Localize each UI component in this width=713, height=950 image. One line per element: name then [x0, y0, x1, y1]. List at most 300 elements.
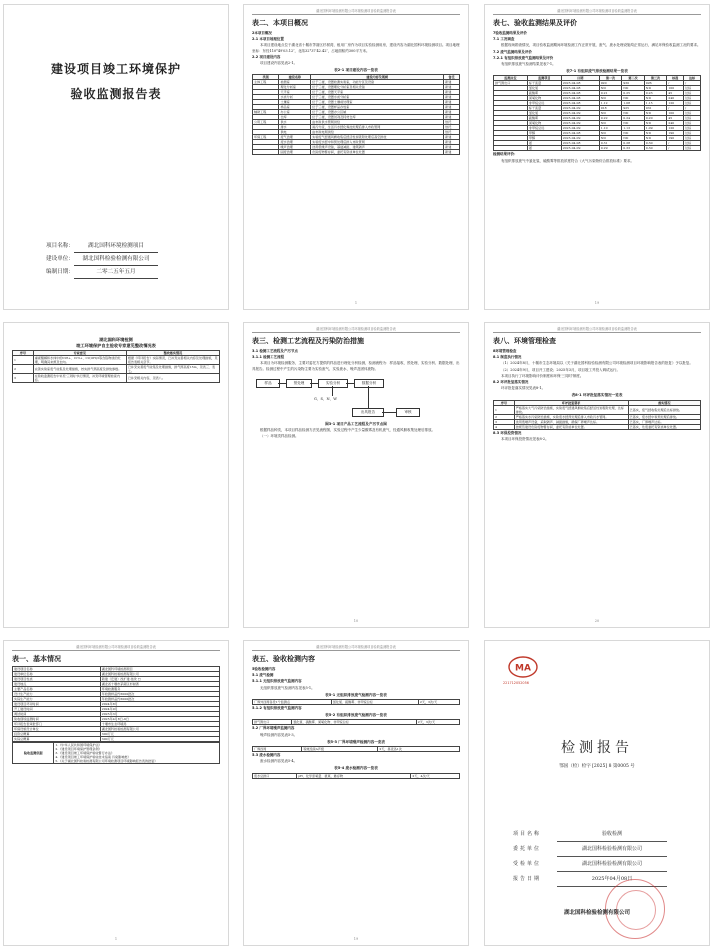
table-cell: 废气治理: [279, 135, 311, 140]
table-cell: 931: [644, 106, 667, 111]
paragraph: 本项目环保投资情况见表8-2。: [501, 436, 549, 441]
table-cell: 依托: [444, 125, 460, 130]
table-cell: 2025.04.08: [561, 86, 599, 91]
table-cell: 2025.04.09: [561, 116, 599, 121]
project-label: 项目名称：: [46, 243, 74, 249]
paragraph: 本项目执行了环境影响评价制度和环保'三同时'制度。: [501, 373, 584, 378]
table-cell: 2024年8月: [100, 702, 219, 707]
table-cell: 位于三楼，设置天平室: [311, 90, 444, 95]
table-cell: 2天，3次/天: [418, 700, 459, 705]
table-row: [253, 773, 460, 778]
paragraph: 项目建设内容见表2-1。: [260, 61, 298, 66]
col-header: 第二次: [622, 76, 645, 81]
page-number: 1: [114, 937, 118, 941]
table-cell: 严格落实水污染防治措施，实验废水经预处理后排入市政污水管网。: [514, 414, 628, 419]
heading: 5.3 废水检测内容: [252, 753, 281, 758]
table-cell: ND: [599, 86, 622, 91]
table-cell: 标干流量: [527, 81, 561, 86]
table-cell: 新建: [444, 105, 460, 110]
page-header: 湖北国科环境检测有限公司环境检测项目验收监测报告表: [12, 644, 220, 651]
table-cell: 0.23: [644, 91, 667, 96]
heading: 2.2 项目建设内容: [252, 54, 281, 59]
basis-item: 4.《建设项目竣工环境保护验收技术指南 污染影响类》: [55, 754, 131, 759]
flow-report: 出具报告: [352, 408, 384, 417]
cma-logo-icon: [507, 655, 539, 679]
table-cell: 天平室: [279, 90, 311, 95]
table-cell: 理化分析室: [279, 85, 311, 90]
col-header: 标准: [667, 76, 684, 81]
table-cell: 公用工程: [253, 120, 279, 125]
col-header: 专家意见: [33, 351, 126, 356]
table-cell: 0.22: [599, 116, 622, 121]
table-cell: 氨: [527, 141, 561, 146]
table-cell: 危险废物暂存间，委托有资质单位处置: [311, 150, 444, 155]
process-flow-diagram: [252, 375, 460, 419]
table-cell: 达标: [684, 131, 701, 136]
info-label: 委托单位: [513, 846, 542, 852]
builder-label: 建设单位：: [46, 256, 74, 262]
info-value: 湖北国科检验检测有限公司: [557, 842, 667, 857]
table-cell: 供电: [279, 130, 311, 135]
table-cell: 依托: [444, 120, 460, 125]
table-cell: 由市政供水管网供给: [311, 120, 444, 125]
table-cell: 240: [667, 121, 684, 126]
cma-text: MA: [515, 663, 531, 674]
flow-data: 数据分析: [354, 379, 384, 388]
table-cell: 新建: [444, 90, 460, 95]
cover-title-line2: 验收监测报告表: [70, 87, 162, 101]
heading: 8.3 环保投资情况: [493, 430, 522, 435]
info-label: 报告日期: [513, 876, 542, 882]
date-value: 二零二五年五月: [74, 266, 158, 279]
section-title: 表二、本项目概况: [252, 19, 308, 27]
table-cell: 新建: [444, 95, 460, 100]
table-cell: 建设单位名称: [13, 672, 101, 677]
flow-review: 审核: [396, 408, 420, 417]
table-row: [13, 374, 220, 383]
section-title: 表七、验收监测结果及评价: [493, 19, 577, 27]
cover-meta: [46, 240, 158, 279]
table-cell: 2025.04.08: [561, 91, 599, 96]
paragraph: 有组织排放废气中氯化氢、硫酸雾等排放浓度符合《大气污染物综合排放标准》要求。: [501, 158, 634, 163]
table-cell: 设计生产能力: [13, 692, 101, 697]
paragraph: （2）2024年9月，项目开工建设；2025年3月，项目竣工并投入调试运行。: [501, 367, 620, 372]
report-info: [513, 827, 667, 887]
table-cell: 硫酸雾: [527, 91, 561, 96]
table-row: [494, 424, 701, 429]
table-cell: 排气筒出口: [253, 720, 292, 725]
page-body: [252, 30, 460, 299]
table-cell: 新建: [444, 140, 460, 145]
table-cell: 主要产品名称: [13, 687, 101, 692]
table-cell: 湖北国科检验检测有限公司: [100, 672, 219, 677]
table-cell: 1.15: [644, 101, 667, 106]
table-cell: ND: [622, 111, 645, 116]
table-cell: 已补充完善废气收集及处理措施，排气筒高度15m，见表三、表七。: [126, 365, 219, 374]
table-cell: 2025.04.09: [561, 146, 599, 151]
report-title: 检测报告: [561, 740, 633, 756]
table-cell: 位于三楼，设置土壤前处理室: [311, 100, 444, 105]
table-cell: 非甲烷总烃: [527, 101, 561, 106]
col-header: 类别: [253, 75, 279, 80]
table-cell: ND: [599, 111, 622, 116]
table-cell: 非甲烷总烃: [527, 126, 561, 131]
table-cell: 十堰市生态环境局: [100, 722, 219, 727]
table-caption: 表5-1 无组织排放废气检测内容一览表: [325, 692, 387, 697]
table-cell: 3: [494, 419, 515, 424]
heading: 5.2 厂界环境噪声监测内容: [252, 726, 295, 731]
table-cell: 供水: [279, 120, 311, 125]
table-cell: ND: [644, 111, 667, 116]
table-row: [253, 150, 460, 155]
table-cell: 达标: [684, 116, 701, 121]
table-subtitle: 竣工环境保护自主验收专家意见整改情况表: [76, 342, 156, 348]
heading: 3.1.1 检测工艺流程: [252, 355, 285, 360]
table-row: [494, 414, 701, 419]
page-header: 湖北国科环境检测有限公司环境检测项目验收监测报告表: [493, 326, 701, 333]
table-cell: 达标: [684, 126, 701, 131]
builder-value: 湖北国科检验检测有限公司: [74, 253, 158, 266]
table-cell: 重视醌解和水体中的Cr6+、Cr3+、Cr(OH)3等含铬物质的处理，明确其来源及去向。: [33, 356, 126, 365]
table-cell: 1.10: [599, 126, 622, 131]
table-cell: 0.25: [622, 91, 645, 96]
table-row: [253, 747, 460, 752]
cover-title-line1: 建设项目竣工环境保护: [50, 62, 181, 76]
col-header: 日期: [561, 76, 599, 81]
table-cell: ND: [622, 96, 645, 101]
col-header: 序号: [494, 400, 515, 405]
table-cell: 918: [599, 106, 622, 111]
report-footer: 湖北国科检验检测有限公司: [563, 910, 630, 916]
table-cell: 45: [667, 116, 684, 121]
paragraph: 根据样品种类，本项目样品检测方法见流程图，实验过程中产生少量酸雾及有机废气，经通风橱收集处理后排放。: [260, 428, 435, 433]
table-cell: 投资总概算: [13, 732, 101, 737]
page-number: 10: [353, 619, 359, 623]
table-cell: 45: [667, 91, 684, 96]
table-cell: 2025年3月: [100, 712, 219, 717]
table-cell: [494, 146, 528, 151]
table-cell: 噪声治理: [279, 145, 311, 150]
table-cell: 厂界外四周各设1个监测点: [253, 700, 332, 705]
table-cell: 环保工程: [253, 135, 279, 140]
page-table3: [243, 322, 469, 628]
table-caption: 表8-1 环评批复落实情况一览表: [571, 393, 623, 398]
table-cell: 湖北国科环境检测项目: [100, 667, 219, 672]
page-expert-opinion: [3, 322, 229, 628]
basis-label: 验收监测依据: [13, 742, 54, 763]
col-header: 序号: [13, 351, 34, 356]
basis-item: 1.《中华人民共和国环境保护法》: [55, 742, 102, 747]
table-cell: ND: [644, 86, 667, 91]
table-cell: 新建（迁建）改扩建 技改 □: [100, 677, 219, 682]
paragraph: 本项目建设地点位于湖北省十堰市茅箭区杉树湾，租用厂房作为项目实验检测用房，建设内容为湖北国科环境检测项目。项目地理坐标：东经110°49′03.12″，北纬32°37′42.42″，占地面积约300平方米。: [252, 43, 460, 53]
table-cell: 排水: [279, 125, 311, 130]
table-cell: 120: [667, 101, 684, 106]
table-cell: 190: [667, 136, 684, 141]
page-table8: [484, 322, 710, 628]
table-cell: /: [667, 81, 684, 86]
basis-item: 5.《关于湖北国科检验检测有限公司环境检测项目环境影响报告表的批复》: [55, 758, 158, 763]
paragraph: 噪声检测内容见表5-3。: [260, 732, 298, 737]
table-cell: 位于三楼，设置理化分析室及相关设备: [311, 85, 444, 90]
table-cell: 3: [13, 374, 34, 383]
basis-list: [54, 742, 220, 763]
paragraph: 无组织排放废气检测内容见表5-1。: [260, 685, 315, 690]
table-caption: 表7-1 有组织废气排放检测结果一览表: [566, 69, 628, 74]
table-cell: 100: [667, 86, 684, 91]
table-cell: pH、化学需氧量、氨氮、悬浮物: [297, 773, 411, 778]
table-cell: 已落实，废气经收集处理后达标排放。: [628, 405, 700, 414]
table-cell: 氯化氢: [527, 111, 561, 116]
heading: 7.2 废气监测结果及评价: [493, 49, 532, 54]
table-cell: /: [667, 146, 684, 151]
table-cell: 土壤室: [279, 100, 311, 105]
table-cell: 0.24: [622, 116, 645, 121]
heading: 2.1 本项目地理位置: [252, 37, 284, 42]
flow-pollutants: G、S、N、W: [314, 396, 337, 401]
section-title: 表八、环境管理检查: [493, 337, 556, 345]
page-cover: [3, 4, 229, 310]
table-cell: 新建: [444, 110, 460, 115]
table-cell: 0.20: [644, 116, 667, 121]
section-title: 表三、检测工艺流程及污染防治措施: [252, 337, 364, 345]
table-cell: 厂界四周: [253, 747, 302, 752]
table-cell: 达标: [684, 136, 701, 141]
flow-sample: 样品: [256, 379, 280, 388]
table-cell: 排气筒出口: [494, 81, 528, 86]
table-cell: 位于三楼，设置样品存放室: [311, 105, 444, 110]
table-cell: 氯化氢、硫酸雾、非甲烷总烃: [331, 700, 418, 705]
heading: 8环境管理检查: [493, 349, 517, 353]
table-cell: 120: [667, 126, 684, 131]
table-cell: 开工建设时间: [13, 707, 101, 712]
table-cell: 氯化氢、硫酸雾、氮氧化物、非甲烷总烃: [292, 720, 417, 725]
table-cell: 实验废水经中和预处理后排入市政管网: [311, 140, 444, 145]
table-cell: 固废治理: [279, 150, 311, 155]
table-cell: 位于三楼，设置办公区域: [311, 110, 444, 115]
table-cell: 2024年9月: [100, 707, 219, 712]
table-cell: 硫酸雾: [527, 116, 561, 121]
heading: 5验收检测内容: [252, 667, 276, 671]
table-cell: 实验废气经通风橱收集后经活性炭吸附处理后高空排放: [311, 135, 444, 140]
table-cell: 2025.04.08: [561, 141, 599, 146]
page-number: 20: [594, 619, 600, 623]
table-cell: [253, 150, 279, 155]
heading: 5.1.2 有组织排放废气监测内容: [252, 706, 302, 711]
page-header: 湖北国科环境检测有限公司环境检测项目验收监测报告表: [493, 8, 701, 15]
table-cell: 废水总排口: [253, 773, 297, 778]
table-cell: 等效连续A声级: [302, 747, 378, 752]
table-cell: 2: [494, 414, 515, 419]
table-cell: 甲醇: [527, 131, 561, 136]
table-cell: 验收现场监测时间: [13, 717, 101, 722]
page-body: [252, 348, 460, 617]
table-cell: 2025.04.09: [561, 106, 599, 111]
table-row: [494, 405, 701, 414]
table-cell: 2025年4月8日-9日: [100, 717, 219, 722]
project-content-table: [252, 74, 460, 155]
table-cell: /: [684, 81, 701, 86]
approval-implementation-table: [493, 400, 701, 430]
table-cell: ND: [644, 136, 667, 141]
heading: 8.1 制度执行情况: [493, 355, 522, 360]
table-cell: ND: [644, 96, 667, 101]
table-cell: 建设地点: [13, 682, 101, 687]
table-cell: 氮氧化物: [527, 121, 561, 126]
table-cell: 年检测样品约3000批次: [100, 692, 219, 697]
table-cell: 930: [622, 81, 645, 86]
table-cell: 雨污分流，生活污水经化粪池处理后排入市政管网: [311, 125, 444, 130]
table-cell: 0.31: [599, 141, 622, 146]
table-cell: 1.09: [644, 126, 667, 131]
col-header: 备注: [444, 75, 460, 80]
table-caption: 表5-2 有组织排放废气检测内容一览表: [325, 713, 387, 718]
table-cell: 达标: [684, 141, 701, 146]
table-cell: 建设项目环评时间: [13, 702, 101, 707]
info-value: 验收检测: [557, 827, 667, 842]
table-cell: 2025.04.09: [561, 121, 599, 126]
table-cell: 新建: [444, 150, 460, 155]
table-cell: 新建: [444, 135, 460, 140]
heading: 2本项目概况: [252, 31, 272, 35]
table-cell: 新建: [444, 85, 460, 90]
table-cell: 办公室: [279, 110, 311, 115]
table-cell: 湖北省十堰市茅箭区杉树湾: [100, 682, 219, 687]
table-cell: /: [667, 106, 684, 111]
col-header: 整改落实情况: [126, 351, 219, 356]
cma-number: 221712052056: [503, 681, 529, 685]
info-value: 湖北国科检验检测有限公司: [557, 857, 667, 872]
table-cell: 由市政电网供给: [311, 130, 444, 135]
table-cell: 0.30: [644, 146, 667, 151]
table-cell: 2025.04.08: [561, 96, 599, 101]
table-cell: 位于三楼，设置检测实验室，功能分区及设备: [311, 80, 444, 85]
paragraph: 本项目为环境检测服务，主要对委托方提供的样品进行理化分析检测，检测流程为：样品接收、预处理、实验分析、数据处理、出具报告。检测过程中产生的污染物主要为实验废气、实验废水、噪声及固体废物。: [252, 361, 460, 371]
table-cell: 甲醇: [527, 136, 561, 141]
page-header: 湖北国科环境检测有限公司环境检测项目验收监测报告表: [252, 644, 460, 651]
flow-lab: 实验分析: [318, 379, 348, 388]
table-cell: 1: [494, 405, 515, 414]
table-5-3: [252, 746, 460, 752]
table-5-1: [252, 699, 460, 705]
page-table1: [3, 640, 229, 946]
table-cell: 2025.04.09: [561, 111, 599, 116]
table-cell: 废水治理: [279, 140, 311, 145]
col-header: 建设名称: [279, 75, 311, 80]
table-title: 湖北国科环境检测: [99, 337, 133, 342]
page-header: 湖北国科环境检测有限公司环境检测项目验收监测报告表: [252, 8, 460, 15]
table-cell: 在验收监测报告中补充'三同时'执行情况，补充环境管理检查内容。: [33, 374, 126, 383]
table-cell: 0.33: [622, 146, 645, 151]
table-row: [13, 365, 220, 374]
project-value: 湖北国科环境检测项目: [74, 240, 158, 253]
table-cell: 已落实，危废委托有资质单位处置。: [628, 424, 700, 429]
table-cell: 1: [13, 356, 34, 365]
table-caption: 表5-3 厂界环境噪声检测内容一览表: [326, 739, 386, 744]
table-cell: 调试时间: [13, 712, 101, 717]
table-row: [253, 720, 460, 725]
paragraph: 有组织排放废气检测结果见表7-1。: [501, 62, 556, 67]
table-cell: 2025.04.09: [561, 126, 599, 131]
paragraph: （1）2024年8月，十堰市生态环境局以《关于湖北国科检验检测有限公司环境检测项目环境影响报告表的批复》予以批复。: [501, 361, 693, 366]
table-cell: 环境检测服务: [100, 687, 219, 692]
page-body: [12, 337, 220, 617]
table-cell: 新建: [444, 145, 460, 150]
basis-item: 2.《建设项目环境保护管理条例》: [55, 746, 102, 751]
table-cell: 2025.04.08: [561, 101, 599, 106]
table-cell: ND: [599, 96, 622, 101]
table-cell: 按规范建设危险废物暂存间，委托有资质单位处置。: [514, 424, 628, 429]
paragraph: 根据现场勘查情况，项目验收监测期间环境检测工作正常开展，废气、废水处理设施均正常运行，满足环保验收监测工况的要求。: [501, 43, 701, 48]
table-cell: 仓库: [279, 115, 311, 120]
table-cell: 新建: [444, 100, 460, 105]
page-number: 19: [594, 301, 600, 305]
table-cell: 2天，4次/天: [411, 773, 460, 778]
paragraph: （一）环境类样品检测。: [260, 434, 299, 439]
table-cell: 925: [622, 106, 645, 111]
heading: 3.1 检测工艺流程及产污节点: [252, 349, 298, 353]
table-caption: 表2-1 项目建设内容一览表: [334, 68, 378, 73]
table-cell: 建设项目名称: [13, 667, 101, 672]
note: 检测结果评价：: [493, 152, 518, 157]
table-cell: 选用低噪声设备，基础减振、建筑隔声: [311, 145, 444, 150]
paragraph: 环评批复落实情况见表8-1。: [501, 386, 546, 391]
table-cell: 2: [13, 365, 34, 374]
heading: 5.1.1 无组织排放废气监测内容: [252, 679, 302, 684]
table-cell: 检测室: [279, 80, 311, 85]
table-5-2: [252, 719, 460, 725]
table-cell: 根据《环评报告》实际情况，已补充完善相关内容及处理措施，见报告表相关章节。: [127, 356, 218, 364]
flow-pretreat: 预处理: [286, 379, 312, 388]
table-cell: 已补充相关内容，见表八。: [126, 374, 219, 383]
table-cell: 位于三楼，设置水质分析室: [311, 95, 444, 100]
table-cell: /: [684, 106, 701, 111]
basis-table: [12, 742, 220, 764]
table-cell: 氯化氢: [527, 86, 561, 91]
table-cell: 辅助工程: [253, 110, 279, 115]
page-body: [493, 30, 701, 299]
table-cell: 4: [494, 424, 515, 429]
table-cell: 达标: [684, 146, 701, 151]
table-cell: 湖北国科检验检测有限公司: [100, 727, 219, 732]
table-cell: 0.30: [644, 141, 667, 146]
table-cell: 已落实，废水经中和预处理后排放。: [628, 414, 700, 419]
table-cell: ND: [622, 86, 645, 91]
heading: 7.2.1 有组织排放废气监测结果及评价: [493, 55, 554, 60]
table-cell: 主体工程: [253, 80, 279, 85]
info-label: 受检单位: [513, 861, 542, 867]
expert-opinion-table: [12, 350, 220, 383]
table-cell: 240: [667, 96, 684, 101]
heading: 5.1 废气检测: [252, 673, 274, 678]
table-cell: 300万元: [100, 732, 219, 737]
table-cell: ND: [622, 131, 645, 136]
col-header: 第一次: [599, 76, 622, 81]
col-header: 第三次: [644, 76, 667, 81]
table-cell: 氮氧化物: [527, 96, 561, 101]
heading: 7验收监测结果及评价: [493, 31, 527, 35]
table-cell: 2天，3次/天: [416, 720, 459, 725]
table-cell: 达标: [684, 101, 701, 106]
info-label: 项目名称: [513, 831, 542, 837]
table-cell: ND: [599, 136, 622, 141]
table-cell: ND: [644, 131, 667, 136]
table-cell: 位于三楼，设置试剂及耗材仓库: [311, 115, 444, 120]
table-cell: 实际总概算: [13, 737, 101, 742]
table-cell: 环评报告表审批部门: [13, 722, 101, 727]
table-cell: ND: [622, 136, 645, 141]
table-cell: 达标: [684, 86, 701, 91]
